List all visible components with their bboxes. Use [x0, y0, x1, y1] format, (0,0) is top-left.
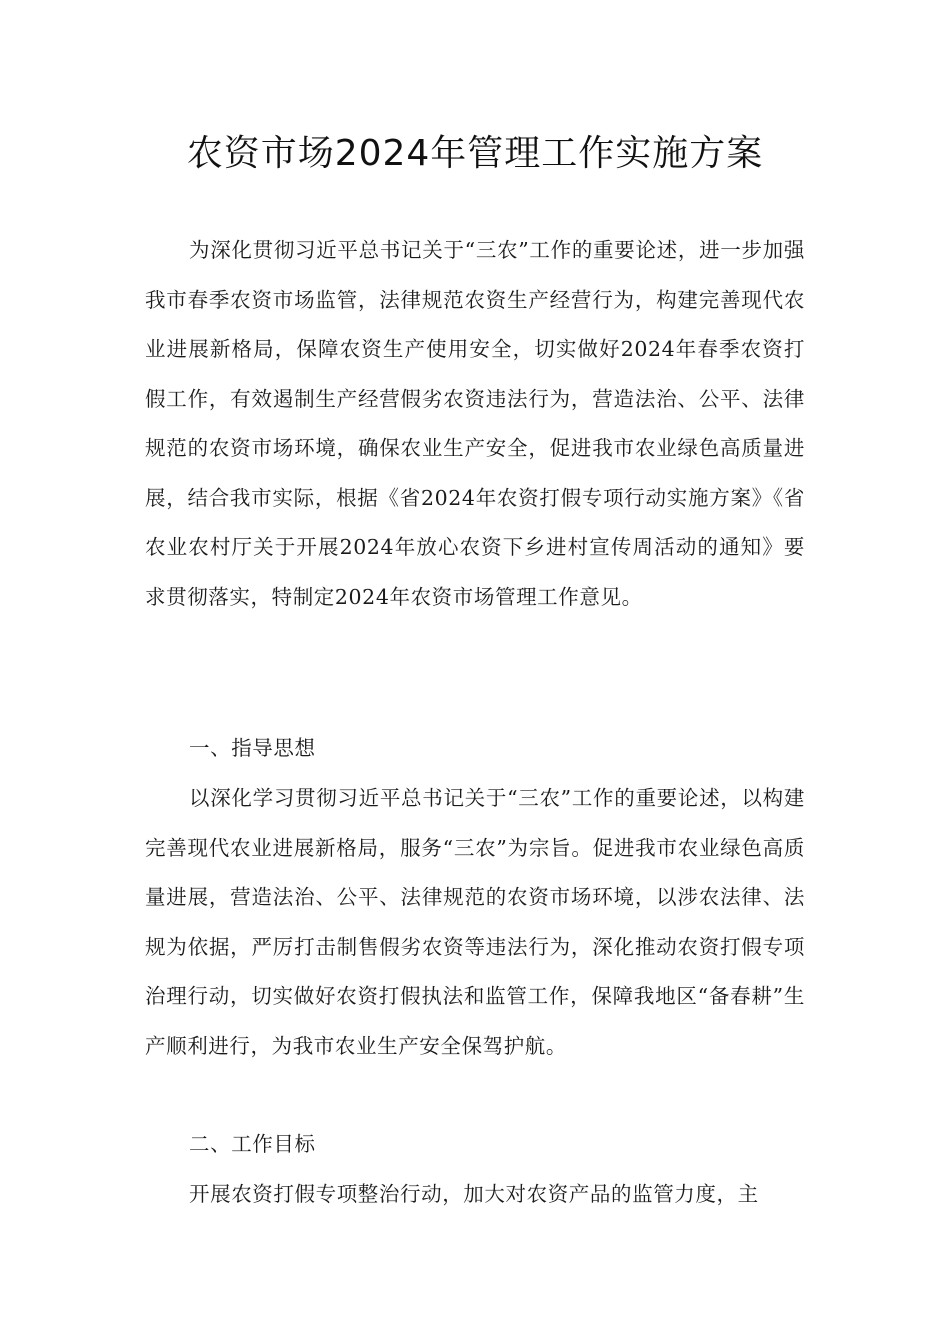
- section-heading-work-goals: 二、工作目标: [189, 1132, 316, 1156]
- document-title: 农资市场2024年管理工作实施方案: [186, 133, 764, 174]
- intro-paragraph: 为深化贯彻习近平总书记关于“三农”工作的重要论述，进一步加强我市春季农资市场监管，法律规范农资生产经营行为，构建完善现代农业进展新格局，保障农资生产使用安全，切实做好2024年春季农资打假工作，有效遏制生产经营假劣农资违法行为，营造法治、公平、法律规范的农资市场环境，确保农业生产安全，促进我市农业绿色高质量进展，结合我市实际，根据《省2024年农资打假专项行动实施方案》《省农业农村厅关于开展2024年放心农资下乡进村宣传周活动的通知》要求贯彻落实，特制定2024年农资市场管理工作意见。: [145, 238, 805, 609]
- guiding-ideology-paragraph: 以深化学习贯彻习近平总书记关于“三农”工作的重要论述，以构建完善现代农业进展新格局，服务“三农”为宗旨。促进我市农业绿色高质量进展，营造法治、公平、法律规范的农资市场环境，以涉农法律、法规为依据，严厉打击制售假劣农资等违法行为，深化推动农资打假专项治理行动，切实做好农资打假执法和监管工作，保障我地区“备春耕”生产顺利进行，为我市农业生产安全保驾护航。: [145, 786, 805, 1058]
- work-goals-paragraph: 开展农资打假专项整治行动，加大对农资产品的监管力度，主: [189, 1182, 759, 1206]
- section-heading-guiding-ideology: 一、指导思想: [189, 736, 316, 760]
